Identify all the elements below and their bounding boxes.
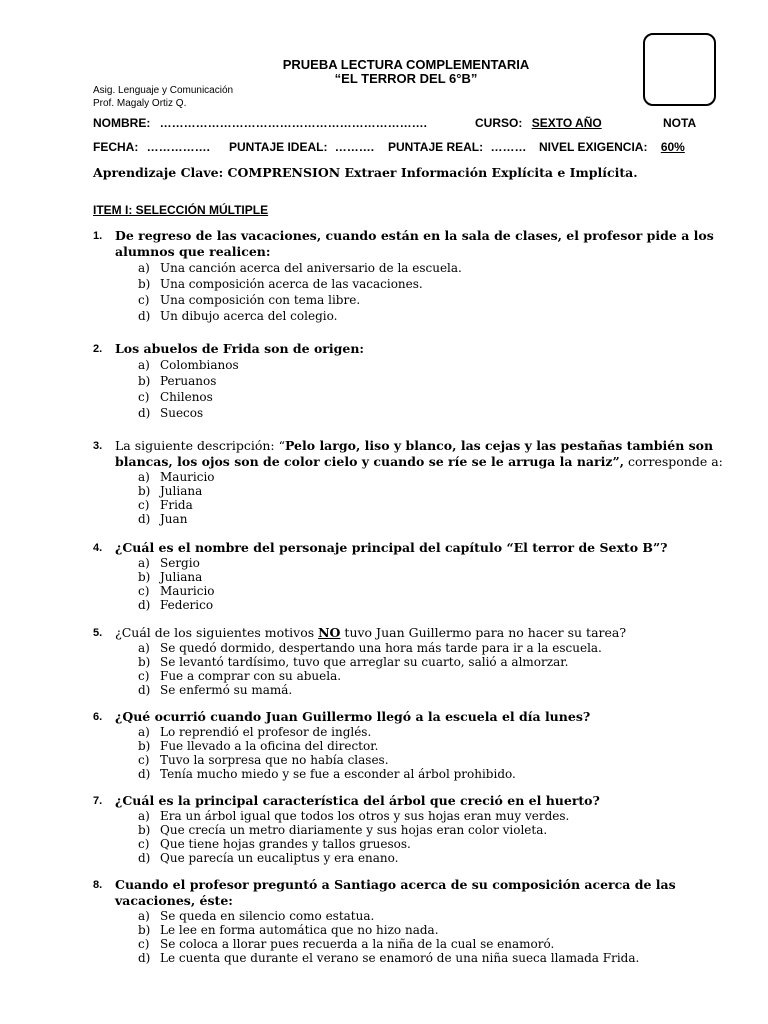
option-a[interactable] — [138, 470, 733, 484]
subject-label: Asig. Lenguaje y Comunicación — [93, 85, 234, 96]
option-letter: d) — [138, 851, 151, 865]
option-letter: b) — [138, 484, 151, 498]
option-b[interactable] — [138, 823, 733, 837]
question-text: Los abuelos de Frida son de origen: — [115, 341, 365, 356]
option-b[interactable] — [138, 484, 733, 498]
option-letter: b) — [138, 655, 151, 669]
option-text: Chilenos — [160, 390, 213, 404]
option-d[interactable] — [138, 405, 733, 421]
option-letter: b) — [138, 570, 151, 584]
option-text: Que parecía un eucaliptus y era enano. — [160, 851, 399, 865]
question-text-end: corresponde a: — [624, 454, 723, 469]
demand-level-field — [539, 140, 685, 154]
date-field[interactable] — [93, 140, 210, 154]
option-text: Se quedó dormido, despertando una hora más tarde para ir a la escuela. — [160, 641, 602, 655]
date-blank[interactable]: ……………. — [146, 140, 211, 154]
option-letter: b) — [138, 277, 151, 291]
option-letter: a) — [138, 809, 150, 823]
option-letter: d) — [138, 767, 151, 781]
option-b[interactable] — [138, 276, 733, 292]
option-text: Que crecía un metro diariamente y sus hojas eran color violeta. — [160, 823, 548, 837]
option-text: Un dibujo acerca del colegio. — [160, 309, 338, 323]
option-d[interactable] — [138, 851, 733, 865]
course-value: SEXTO AÑO — [531, 116, 602, 130]
course-label: CURSO: — [475, 116, 523, 130]
question-number: 3. — [93, 440, 103, 452]
option-c[interactable] — [138, 292, 733, 308]
option-letter: b) — [138, 739, 151, 753]
option-letter: c) — [138, 753, 150, 767]
option-c[interactable] — [138, 837, 733, 851]
option-text: Federico — [160, 598, 214, 612]
option-a[interactable] — [138, 725, 733, 739]
grade-label: NOTA — [663, 116, 697, 130]
page-title: PRUEBA LECTURA COMPLEMENTARIA — [282, 57, 530, 72]
question-6 — [93, 709, 733, 781]
option-a[interactable] — [138, 556, 733, 570]
option-text: Se queda en silencio como estatua. — [160, 909, 375, 923]
question-text-end: tuvo Juan Guillermo para no hacer su tarea? — [340, 625, 627, 640]
option-text: Juliana — [160, 570, 203, 584]
option-letter: d) — [138, 951, 151, 965]
question-1 — [93, 228, 733, 324]
question-3 — [93, 438, 733, 526]
option-a[interactable] — [138, 641, 733, 655]
option-letter: a) — [138, 909, 150, 923]
question-8 — [93, 877, 733, 965]
option-letter: d) — [138, 598, 151, 612]
option-a[interactable] — [138, 357, 733, 373]
option-text: Tenía mucho miedo y se fue a esconder al árbol prohibido. — [160, 767, 516, 781]
option-text: Juliana — [160, 484, 203, 498]
option-text: Juan — [160, 512, 188, 526]
option-a[interactable] — [138, 809, 733, 823]
option-text: Mauricio — [160, 584, 215, 598]
option-letter: c) — [138, 837, 150, 851]
option-letter: c) — [138, 584, 150, 598]
ideal-score-field — [229, 140, 374, 154]
option-text: Una composición con tema libre. — [160, 293, 361, 307]
option-letter: c) — [138, 669, 150, 683]
option-letter: a) — [138, 470, 150, 484]
option-b[interactable] — [138, 739, 733, 753]
option-text: Fue a comprar con su abuela. — [160, 669, 342, 683]
option-text: Suecos — [160, 406, 204, 420]
option-letter: a) — [138, 641, 150, 655]
option-d[interactable] — [138, 598, 733, 612]
question-text — [115, 625, 733, 641]
question-text — [115, 438, 733, 470]
question-4 — [93, 540, 733, 612]
option-text: Se enfermó su mamá. — [160, 683, 293, 697]
course-field — [475, 116, 602, 130]
option-a[interactable] — [138, 260, 733, 276]
option-text: Que tiene hojas grandes y tallos gruesos. — [160, 837, 411, 851]
grade-box — [643, 33, 716, 106]
real-score-field — [388, 140, 526, 154]
option-text: Sergio — [160, 556, 200, 570]
question-number: 5. — [93, 627, 103, 639]
option-text: Era un árbol igual que todos los otros y sus hojas eran muy verdes. — [160, 809, 570, 823]
option-c[interactable] — [138, 669, 733, 683]
option-d[interactable] — [138, 512, 733, 526]
demand-level-value: 60% — [660, 140, 685, 154]
question-2 — [93, 341, 733, 421]
question-number: 1. — [93, 230, 103, 242]
page-subtitle: “EL TERROR DEL 6°B” — [334, 71, 478, 86]
option-text: Peruanos — [160, 374, 217, 388]
question-emphasis: NO — [318, 625, 341, 640]
option-letter: b) — [138, 823, 151, 837]
question-text: ¿Qué ocurrió cuando Juan Guillermo llegó a la escuela el día lunes? — [115, 709, 591, 724]
option-b[interactable] — [138, 570, 733, 584]
option-letter: c) — [138, 390, 150, 404]
question-text-intro: ¿Cuál de los siguientes motivos — [115, 625, 319, 640]
name-label: NOMBRE: — [93, 116, 151, 130]
option-letter: d) — [138, 512, 151, 526]
option-b[interactable] — [138, 373, 733, 389]
option-letter: b) — [138, 923, 151, 937]
teacher-label: Prof. Magaly Ortiz Q. — [93, 98, 187, 109]
real-score-label: PUNTAJE REAL: — [388, 140, 484, 154]
option-text: Fue llevado a la oficina del director. — [160, 739, 379, 753]
question-number: 7. — [93, 795, 103, 807]
option-text: Mauricio — [160, 470, 215, 484]
question-number: 4. — [93, 542, 103, 554]
question-text: Cuando el profesor preguntó a Santiago acerca de su composición acerca de las vacaciones, éste: — [115, 877, 676, 908]
option-a[interactable] — [138, 909, 733, 923]
option-letter: c) — [138, 293, 150, 307]
option-letter: a) — [138, 725, 150, 739]
option-d[interactable] — [138, 683, 733, 697]
section-title: ITEM I: SELECCIÓN MÚLTIPLE — [93, 203, 269, 217]
option-text: Frida — [160, 498, 193, 512]
question-text: ¿Cuál es la principal característica del árbol que creció en el huerto? — [115, 793, 600, 808]
question-7 — [93, 793, 733, 865]
option-letter: c) — [138, 498, 150, 512]
question-quote: Pelo largo, liso y blanco, las cejas y las pestañas también son blancas, los ojos son de color cielo y cuando se ríe se le arruga la nariz”, — [115, 438, 714, 469]
option-letter: b) — [138, 374, 151, 388]
option-text: Colombianos — [160, 358, 239, 372]
option-letter: c) — [138, 937, 150, 951]
question-text-intro: La siguiente descripción: “ — [115, 438, 285, 453]
option-text: Se coloca a llorar pues recuerda a la niña de la cual se enamoró. — [160, 937, 555, 951]
option-c[interactable] — [138, 584, 733, 598]
option-text: Una canción acerca del aniversario de la escuela. — [160, 261, 462, 275]
key-learning: Aprendizaje Clave: COMPRENSION Extraer Información Explícita e Implícita. — [93, 165, 638, 180]
option-text: Le lee en forma automática que no hizo nada. — [160, 923, 439, 937]
ideal-score-label: PUNTAJE IDEAL: — [229, 140, 328, 154]
date-label: FECHA: — [93, 140, 139, 154]
option-text: Le cuenta que durante el verano se enamoró de una niña sueca llamada Frida. — [160, 951, 640, 965]
name-blank[interactable]: …………………………………………………………. — [159, 116, 428, 130]
option-text: Una composición acerca de las vacaciones. — [160, 277, 423, 291]
option-letter: d) — [138, 406, 151, 420]
option-letter: d) — [138, 683, 151, 697]
demand-level-label: NIVEL EXIGENCIA: — [539, 140, 648, 154]
option-c[interactable] — [138, 389, 733, 405]
question-number: 2. — [93, 343, 103, 355]
option-letter: d) — [138, 309, 151, 323]
option-letter: a) — [138, 556, 150, 570]
question-number: 6. — [93, 711, 103, 723]
option-letter: a) — [138, 261, 150, 275]
option-d[interactable] — [138, 951, 733, 965]
option-letter: a) — [138, 358, 150, 372]
option-text: Lo reprendió el profesor de inglés. — [160, 725, 372, 739]
student-name-field[interactable] — [93, 116, 427, 130]
option-d[interactable] — [138, 767, 733, 781]
option-c[interactable] — [138, 753, 733, 767]
real-score-blank: ……… — [490, 140, 527, 154]
option-b[interactable] — [138, 655, 733, 669]
option-text: Tuvo la sorpresa que no había clases. — [160, 753, 389, 767]
question-number: 8. — [93, 879, 103, 891]
option-b[interactable] — [138, 923, 733, 937]
question-text: ¿Cuál es el nombre del personaje principal del capítulo “El terror de Sexto B”? — [115, 540, 668, 555]
question-text: De regreso de las vacaciones, cuando están en la sala de clases, el profesor pide a los alumnos que realicen: — [115, 228, 714, 259]
option-text: Se levantó tardísimo, tuvo que arreglar su cuarto, salió a almorzar. — [160, 655, 569, 669]
question-5 — [93, 625, 733, 697]
option-c[interactable] — [138, 498, 733, 512]
option-d[interactable] — [138, 308, 733, 324]
option-c[interactable] — [138, 937, 733, 951]
ideal-score-blank: ………. — [334, 140, 375, 154]
